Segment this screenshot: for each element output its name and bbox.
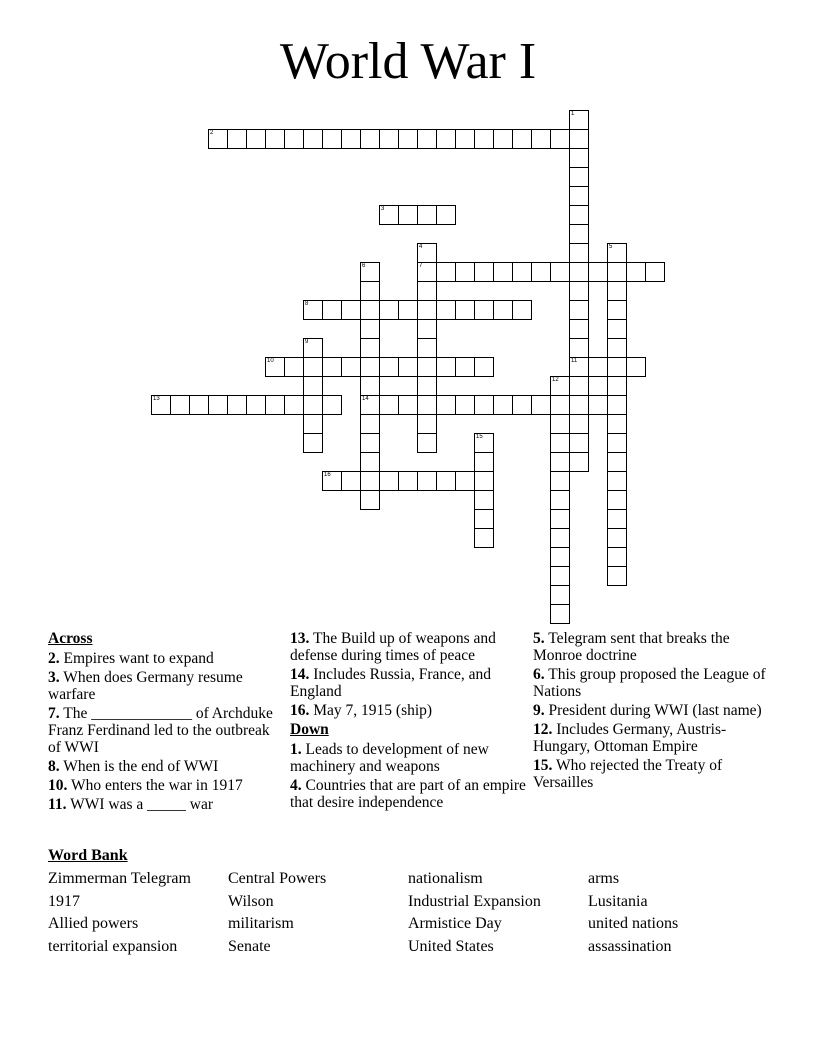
crossword-cell[interactable]: [588, 262, 608, 282]
crossword-cell[interactable]: [474, 509, 494, 529]
crossword-cell[interactable]: [531, 129, 551, 149]
crossword-cell[interactable]: [436, 205, 456, 225]
crossword-cell[interactable]: [360, 471, 380, 491]
crossword-cell[interactable]: [360, 129, 380, 149]
word-bank-list: [48, 869, 768, 957]
crossword-cell[interactable]: [607, 509, 627, 529]
crossword-cell[interactable]: [417, 414, 437, 434]
crossword-cell[interactable]: [303, 357, 323, 377]
clue-number: 11: [571, 358, 578, 364]
crossword-cell[interactable]: [341, 300, 361, 320]
word-bank-item: united nations: [588, 915, 679, 932]
crossword-cell[interactable]: [303, 395, 323, 415]
word-bank-item: Armistice Day: [408, 915, 502, 932]
crossword-cell[interactable]: [360, 433, 380, 453]
clue-down-12: 12. Includes Germany, Austris-Hungary, Ottoman Empire: [533, 721, 727, 755]
clue-down-4: 4. Countries that are part of an empire that desire independence: [290, 777, 526, 811]
crossword-cell[interactable]: [607, 262, 627, 282]
crossword-cell[interactable]: [550, 376, 570, 396]
crossword-cell[interactable]: [550, 528, 570, 548]
clue-down-9: 9. President during WWI (last name): [533, 702, 762, 719]
crossword-cell[interactable]: [474, 300, 494, 320]
clue-across-14: 14. Includes Russia, France, and England: [290, 666, 492, 700]
crossword-cell[interactable]: [607, 414, 627, 434]
crossword-cell[interactable]: [607, 281, 627, 301]
crossword-cell[interactable]: [474, 395, 494, 415]
clue-down-6: 6. This group proposed the League of Nations: [533, 666, 766, 700]
crossword-cell[interactable]: [284, 395, 304, 415]
clue-across-3: 3. When does Germany resume warfare: [48, 669, 243, 703]
clue-down-5: 5. Telegram sent that breaks the Monroe doctrine: [533, 630, 730, 664]
crossword-cell[interactable]: [303, 129, 323, 149]
crossword-cell[interactable]: [550, 262, 570, 282]
clue-number: 12: [552, 377, 559, 383]
crossword-cell[interactable]: [379, 471, 399, 491]
crossword-cell[interactable]: [550, 471, 570, 491]
crossword-cell[interactable]: [645, 262, 665, 282]
crossword-cell[interactable]: [607, 566, 627, 586]
crossword-cell[interactable]: [455, 357, 475, 377]
crossword-cell[interactable]: [607, 547, 627, 567]
crossword-cell[interactable]: [417, 471, 437, 491]
crossword-cell[interactable]: [455, 471, 475, 491]
down-header: Down: [290, 721, 329, 738]
crossword-cell[interactable]: [550, 509, 570, 529]
crossword-cell[interactable]: [455, 395, 475, 415]
crossword-cell[interactable]: [436, 262, 456, 282]
word-bank-item: Lusitania: [588, 892, 648, 910]
clue-number: 9: [305, 339, 309, 345]
clues-column-1: [48, 630, 284, 815]
crossword-cell[interactable]: [569, 110, 589, 130]
crossword-cell[interactable]: [246, 395, 266, 415]
word-bank: [48, 847, 768, 957]
crossword-cell[interactable]: [607, 471, 627, 491]
word-bank-item: Wilson: [228, 892, 274, 910]
clue-across-13: 13. The Build up of weapons and defense during times of peace: [290, 630, 496, 664]
crossword-cell[interactable]: [322, 395, 342, 415]
crossword-cell[interactable]: [417, 338, 437, 358]
crossword-cell[interactable]: [246, 129, 266, 149]
crossword-cell[interactable]: [569, 395, 589, 415]
crossword-cell[interactable]: [512, 300, 532, 320]
word-bank-item: Industrial Expansion: [408, 892, 541, 910]
crossword-cell[interactable]: [417, 129, 437, 149]
crossword-cell[interactable]: [417, 262, 437, 282]
crossword-cell[interactable]: [512, 395, 532, 415]
crossword-cell[interactable]: [379, 205, 399, 225]
crossword-cell[interactable]: [569, 186, 589, 206]
across-header: Across: [48, 630, 93, 647]
crossword-cell[interactable]: [265, 129, 285, 149]
crossword-cell[interactable]: [550, 414, 570, 434]
crossword-cell[interactable]: [360, 414, 380, 434]
clue-number: 1: [571, 111, 575, 117]
word-bank-item: 1917: [48, 892, 80, 910]
crossword-cell[interactable]: [398, 395, 418, 415]
clues-column-2: [290, 630, 528, 813]
clue-number: 16: [324, 472, 331, 478]
crossword-cell[interactable]: [284, 357, 304, 377]
crossword-cell[interactable]: [607, 319, 627, 339]
crossword-cell[interactable]: [626, 262, 646, 282]
crossword-cell[interactable]: [550, 129, 570, 149]
clue-across-11: 11. WWI was a _____ war: [48, 796, 214, 813]
crossword-cell[interactable]: [417, 205, 437, 225]
crossword-cell[interactable]: [569, 243, 589, 263]
crossword-cell[interactable]: [607, 338, 627, 358]
crossword-cell[interactable]: [569, 167, 589, 187]
crossword-cell[interactable]: [322, 471, 342, 491]
crossword-cell[interactable]: [474, 490, 494, 510]
clue-number: 6: [362, 263, 366, 269]
crossword-cell[interactable]: [360, 281, 380, 301]
crossword-cell[interactable]: [379, 395, 399, 415]
crossword-cell[interactable]: [417, 395, 437, 415]
crossword-cell[interactable]: [569, 281, 589, 301]
crossword-cell[interactable]: [607, 452, 627, 472]
crossword-cell[interactable]: [474, 452, 494, 472]
crossword-cell[interactable]: [550, 452, 570, 472]
crossword-cell[interactable]: [398, 300, 418, 320]
crossword-cell[interactable]: [417, 319, 437, 339]
clue-number: 13: [153, 396, 160, 402]
crossword-cell[interactable]: [360, 338, 380, 358]
crossword-cell[interactable]: [493, 129, 513, 149]
crossword-cell[interactable]: [550, 585, 570, 605]
crossword-cell[interactable]: [569, 357, 589, 377]
word-bank-item: Zimmerman Telegram: [48, 870, 191, 887]
crossword-cell[interactable]: [303, 414, 323, 434]
crossword-cell[interactable]: [417, 357, 437, 377]
crossword-cell[interactable]: [455, 300, 475, 320]
clue-number: 10: [267, 358, 274, 364]
crossword-cell[interactable]: [607, 300, 627, 320]
clues-column-3: [533, 630, 769, 793]
crossword-cell[interactable]: [398, 129, 418, 149]
crossword-cell[interactable]: [588, 395, 608, 415]
word-bank-item: arms: [588, 870, 620, 887]
crossword-cell[interactable]: [550, 490, 570, 510]
crossword-cell[interactable]: [607, 433, 627, 453]
clue-down-1: 1. Leads to development of new machinery and weapons: [290, 741, 489, 775]
crossword-cell[interactable]: [341, 357, 361, 377]
word-bank-item: Central Powers: [228, 870, 327, 887]
word-bank-item: Allied powers: [48, 915, 139, 932]
crossword-cell[interactable]: [417, 243, 437, 263]
crossword-cell[interactable]: [474, 262, 494, 282]
crossword-cell[interactable]: [569, 338, 589, 358]
crossword-cell[interactable]: [512, 262, 532, 282]
crossword-cell[interactable]: [474, 357, 494, 377]
clue-across-16: 16. May 7, 1915 (ship): [290, 702, 433, 719]
crossword-cell[interactable]: [569, 433, 589, 453]
clue-across-2: 2. Empires want to expand: [48, 650, 214, 667]
crossword-cell[interactable]: [569, 224, 589, 244]
crossword-cell[interactable]: [531, 262, 551, 282]
crossword-cell[interactable]: [531, 395, 551, 415]
crossword-cell[interactable]: [284, 129, 304, 149]
crossword-cell[interactable]: [455, 262, 475, 282]
crossword-cell[interactable]: [569, 262, 589, 282]
crossword-cell[interactable]: [436, 395, 456, 415]
clue-number: 15: [476, 434, 483, 440]
crossword-cell[interactable]: [550, 547, 570, 567]
crossword-cell[interactable]: [607, 528, 627, 548]
crossword-cell[interactable]: [151, 395, 171, 415]
clue-across-7: 7. The _____________ of Archduke Franz Ferdinand led to the outbreak of WWI: [48, 705, 273, 756]
crossword-cell[interactable]: [436, 357, 456, 377]
crossword-cell[interactable]: [208, 129, 228, 149]
crossword-cell[interactable]: [512, 129, 532, 149]
clue-number: 5: [609, 244, 613, 250]
crossword-cell[interactable]: [569, 148, 589, 168]
crossword-cell[interactable]: [398, 357, 418, 377]
crossword-cell[interactable]: [379, 300, 399, 320]
crossword-cell[interactable]: [341, 471, 361, 491]
crossword-cell[interactable]: [322, 129, 342, 149]
crossword-cell[interactable]: [607, 357, 627, 377]
crossword-cell[interactable]: [322, 357, 342, 377]
crossword-cell[interactable]: [550, 566, 570, 586]
crossword-cell[interactable]: [208, 395, 228, 415]
crossword-cell[interactable]: [417, 376, 437, 396]
crossword-cell[interactable]: [550, 604, 570, 624]
crossword-cell[interactable]: [398, 205, 418, 225]
crossword-cell[interactable]: [569, 452, 589, 472]
word-bank-item: militarism: [228, 915, 294, 932]
crossword-cell[interactable]: [360, 357, 380, 377]
crossword-cell[interactable]: [417, 433, 437, 453]
word-bank-item: territorial expansion: [48, 937, 178, 955]
crossword-cell[interactable]: [569, 319, 589, 339]
crossword-cell[interactable]: [303, 433, 323, 453]
crossword-cell[interactable]: [569, 129, 589, 149]
clue-number: 8: [305, 301, 309, 307]
crossword-cell[interactable]: [455, 129, 475, 149]
crossword-cell[interactable]: [322, 300, 342, 320]
crossword-cell[interactable]: [436, 300, 456, 320]
crossword-cell[interactable]: [474, 129, 494, 149]
word-bank-item: assassination: [588, 937, 672, 955]
clue-number: 7: [419, 263, 423, 269]
crossword-cell[interactable]: [360, 300, 380, 320]
crossword-cell[interactable]: [265, 357, 285, 377]
crossword-cell[interactable]: [569, 300, 589, 320]
word-bank-item: Senate: [228, 937, 271, 955]
clue-down-15: 15. Who rejected the Treaty of Versailles: [533, 757, 723, 791]
crossword-cell[interactable]: [569, 205, 589, 225]
crossword-cell[interactable]: [588, 357, 608, 377]
crossword-cell[interactable]: [341, 129, 361, 149]
crossword-cell[interactable]: [360, 490, 380, 510]
clue-number: 3: [381, 206, 385, 212]
crossword-cell[interactable]: [170, 395, 190, 415]
crossword-cell[interactable]: [360, 319, 380, 339]
crossword-cell[interactable]: [607, 243, 627, 263]
crossword-cell[interactable]: [474, 433, 494, 453]
crossword-cell[interactable]: [607, 490, 627, 510]
crossword-cell[interactable]: [474, 471, 494, 491]
crossword-cell[interactable]: [227, 129, 247, 149]
clue-across-10: 10. Who enters the war in 1917: [48, 777, 243, 794]
word-bank-item: United States: [408, 937, 494, 955]
crossword-cell[interactable]: [417, 281, 437, 301]
crossword-cell[interactable]: [607, 395, 627, 415]
crossword-cell[interactable]: [360, 452, 380, 472]
word-bank-item: nationalism: [408, 870, 483, 887]
crossword-cell[interactable]: [493, 300, 513, 320]
clue-number: 2: [210, 130, 214, 136]
crossword-cell[interactable]: [436, 471, 456, 491]
crossword-cell[interactable]: [360, 262, 380, 282]
crossword-cell[interactable]: [360, 395, 380, 415]
crossword-cell[interactable]: [493, 395, 513, 415]
crossword-cell[interactable]: [303, 338, 323, 358]
crossword-cell[interactable]: [303, 300, 323, 320]
crossword-cell[interactable]: [569, 376, 589, 396]
crossword-cell[interactable]: [436, 129, 456, 149]
crossword-cell[interactable]: [607, 376, 627, 396]
crossword-cell[interactable]: [474, 528, 494, 548]
page-title: World War I: [279, 33, 537, 90]
crossword-cell[interactable]: [379, 357, 399, 377]
crossword-cell[interactable]: [417, 300, 437, 320]
crossword-cell[interactable]: [398, 471, 418, 491]
crossword-cell[interactable]: [379, 129, 399, 149]
crossword-cell[interactable]: [626, 357, 646, 377]
crossword-cell[interactable]: [569, 414, 589, 434]
clue-number: 14: [362, 396, 369, 402]
clue-across-8: 8. When is the end of WWI: [48, 758, 219, 775]
crossword-cell[interactable]: [550, 433, 570, 453]
word-bank-title: Word Bank: [48, 847, 128, 864]
crossword-cell[interactable]: [227, 395, 247, 415]
crossword-cell[interactable]: [493, 262, 513, 282]
crossword-cell[interactable]: [303, 376, 323, 396]
crossword-cell[interactable]: [189, 395, 209, 415]
crossword-cell[interactable]: [360, 376, 380, 396]
crossword-cell[interactable]: [265, 395, 285, 415]
clue-number: 4: [419, 244, 423, 250]
crossword-cell[interactable]: [550, 395, 570, 415]
